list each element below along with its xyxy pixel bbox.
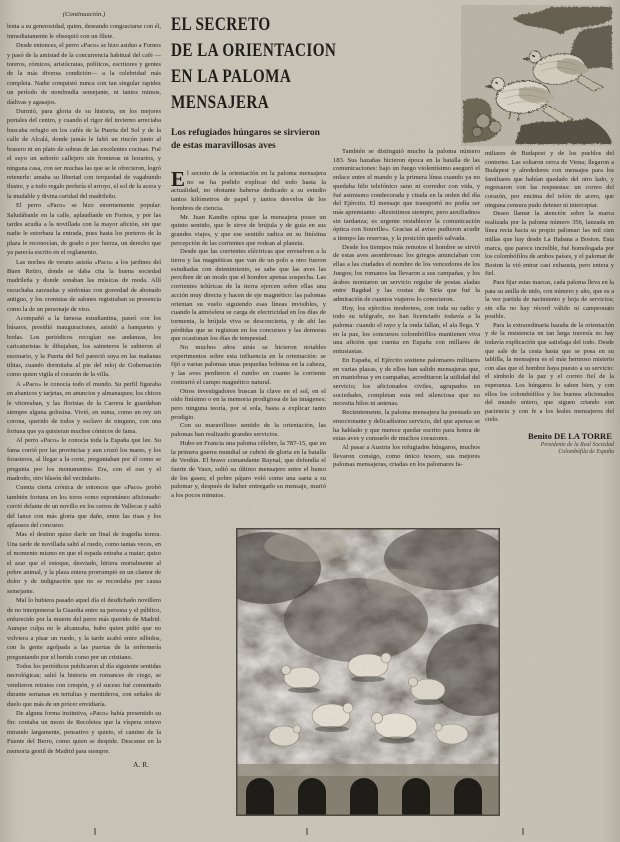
article-column-1 bbox=[171, 170, 326, 526]
credit-line: Presidente de la Real Sociedad bbox=[540, 441, 614, 448]
column-3-paragraphs bbox=[485, 150, 614, 425]
registration-mark bbox=[94, 828, 96, 835]
paragraph: Con su maravilloso sentido de la orientación, las palomas han realizado grandes servicios. bbox=[171, 422, 326, 439]
article-column-2 bbox=[333, 148, 480, 526]
paragraph: El secreto de la orientación en la paloma mensajera no se ha podido explicar del todo hasta la actualidad, no obstante haberse dedicado a su estudio tantos kilómetros de papel y tantos desvelos de los hombres de ciencia. bbox=[171, 170, 326, 212]
paragraph: Las noches de verano asistía «Paco» a los jardines del Buen Retiro, donde se daba cita la buena sociedad madrileña y donde sonaban las músicas de moda. Allí escuchaba zarzuelas y sinfonías con gravedad de abonado antiguo, y los cronistas de salones registraban su presencia como la de un personaje de viso. bbox=[7, 258, 161, 313]
paragraph: El perro «Paco» se hizo enormemente popular. Saludábanle en la calle, aplaudíanle en Fornos, y por las tardes acudía a la novillada con la mayor afición, sin que nadie le estorbara la entrada, pues hasta los porteros de la plaza le reconocían, de grado o por fuerza, un derecho que ya parecía escrito en el reglamento. bbox=[7, 202, 161, 257]
article-column-3 bbox=[485, 150, 614, 522]
paragraph: Recientemente, la paloma mensajera ha prestado un emocionante y delicadísimo servicio, del que apenas se ha hablado y que merece quedar escrito para honra de estas aves y consuelo de muchos corazones. bbox=[333, 409, 480, 443]
paragraph: Acompañó a la famosa estudiantina, paseó con los húsares, presidió inauguraciones, asistió a banquetes y bodas. Los periódicos recogían sus andanzas, los caricaturistas le dibujaban, los saineteros le subieron al escenario, y la Puerta del Sol pareció suya en las mañanas tibias, cuando dormitaba al pie del reloj de Gobernación como quien vigila el corazón de la villa. bbox=[7, 315, 161, 379]
paragraph: Durmió, para gloria de su historia, en los mejores portales del centro, y cuando el rigor del invierno arreciaba buscaba refugio en los cafés de la Puerta del Sol y de la calle de Alcalá, donde jamás le faltó un rincón junto al brasero ni un plato de sobras de las excelentes cocinas. Fué el suyo un señorío callejero sin fronteras ni horarios, y ninguna casa, con ser muchas las que se le ofrecieron, logró retenerle: amaba su libertad con terquedad de vagabundo ilustre, y a todo regalo prefería el arroyo, el sol de la acera y la mudable y divina caridad del madrileño. bbox=[7, 108, 161, 200]
title-line: MENSAJERA bbox=[171, 92, 270, 113]
paragraph: Desde que las corrientes eléctricas que envuelven a la tierra y las magnéticas que van de un polo a otro fueron estudiadas con detenimiento, se sabe que las aves las perciben de un modo que el hombre apenas sospecha. Las corrientes telúricas de la tierra ejercen sobre ellas una acción muy directa y hacen de eje magnético: las palomas orientan su vuelo siguiendo esas líneas invisibles, y cuando la atmósfera se carga de electricidad en los días de tormenta, la brújula viva se desconcierta, y de ahí las pérdidas que se registran en los concursos y las demoras que ocasionan los días de tempestad. bbox=[171, 248, 326, 343]
paragraph: Mr. Juan Kandin opina que la mensajera posee un quinto sentido, que le sirve de brújula y de guía en sus grandes viajes, y que ese sentido radica en su finísima percepción de las corrientes que rodean al planeta. bbox=[171, 213, 326, 247]
paragraph: Hoy, los ejércitos modernos, con toda su radio y todo su telégrafo, no han licenciado todavía a la paloma: cuando el rayo y la onda fallan, el ala llega. Y en la paz, los concursos colombófilos mantienen viva una afición que cuenta en España con millares de entusiastas. bbox=[333, 304, 480, 356]
pigeons-photo-image bbox=[236, 528, 500, 816]
paragraph: Hubo en Francia una paloma célebre, la 787-15, que en la primera guerra mundial se cubrió de gloria en la batalla de Verdún. El bravo comandante Raynal, que defendía el fuerte de Vaux, soltó su último mensajero entre el humo de los gases; el pobre pájaro voló como una saeta a su palomar y, después de haber entregado su mensaje, murió a los pocos minutos. bbox=[171, 439, 326, 500]
credit-line: Colombófila de España bbox=[558, 449, 614, 455]
paragraph: A «Paco» le conocía todo el mundo. Su perfil figuraba en abanicos y tarjetas, en anuncios y almanaques; los chicos le vitoreaban, y las floristas de la Carrera le guardaban siempre alguna golosina. Vivió, en suma, como un rey sin corona, querido de todos y esclavo de ninguno, con una fortuna que ya quisieran muchos cómicos de fama. bbox=[7, 380, 161, 435]
signature-name: Benito DE LA TORRE bbox=[528, 431, 612, 441]
paragraph: Otros investigadores buscan la clave en el sol, en el oído finísimo o en la memoria prodigiosa de las imágenes; pero ninguna teoría, por sí sola, basta a explicar tanto prodigio. bbox=[171, 387, 326, 421]
paragraph: Al perro «Paco» le conocía toda la España que lee. Su fama corrió por las provincias y aun cruzó los mares, y los forasteros, al llegar a la corte, preguntaban por él como se pregunta por los monumentos. Era, con el oso y el madroño, otro blasón del vecindario. bbox=[7, 437, 161, 482]
paragraph: Mas el destino quiso darle un final de tragedia torera. Una tarde de novillada saltó al ruedo, como tantas veces, en el momento mismo en que el espada entraba a matar; quiso el azar que el estoque, desviado, hiriera mortalmente al pobre animal, y la plaza entera prorrumpió en un clamor de dolor y de indignación que no se recordaba por causa semejante. bbox=[7, 531, 161, 595]
pigeons-engraving bbox=[461, 5, 614, 146]
signature-credit bbox=[485, 442, 614, 457]
paragraph: De alguna forma instintiva, «Paco» había presentido su fin: contaba un mozo de Recoletos que la víspera estuvo mirando largamente, pensativo y quieto, el camino de la Fuente del Berro, como quien se despide. Descanse en la memoria gentil de Madrid para siempre. bbox=[7, 710, 161, 755]
paragraph: Para fijar estas marcas, cada paloma lleva en la pata su anilla de nido, con número y año, que es a la vez partida de nacimiento y hoja de servicios; sin ella no hay récord válido ni campeonato posible. bbox=[485, 278, 614, 321]
paragraph: Deseo llamar la atención sobre la marca realizada por la paloma número 356, lanzada en línea recta hacia su propio palomar: las mil cien millas que hay desde La Habana a Boston. Esta marca, que parece increíble, fué homologada por los colombófilos de ambos países, y el palomar de Boston la vió entrar casi exhausta, pero entera y fiel. bbox=[485, 210, 614, 278]
paragraph: Todos los periódicos publicaron al día siguiente sentidas necrológicas; salió la historia en romances de ciego, se vendieron retratos con crespón, y el suceso fué comentado durante semanas en tertulias y mentideros, con señales de duelo que más de un prócer envidiaría. bbox=[7, 663, 161, 708]
paragraph: También se distinguió mucho la paloma número 183. Sus hazañas hicieron época en la batalla de las comunicaciones: bajo un fuego violentísimo aseguró el enlace entre el mando y la primera línea cuando ya no quedaba hilo telefónico sano ni corredor con vida, y fué asimismo condecorada y citada en la orden del día del Ejército. El mensaje que transportó no podía ser más apremiante: «Resistimos siempre, pero auxiliadnos sin tardanza; es urgente restablecer la comunicación óptica con Souville». Gracias al aviso pudieron acudir a tiempo las reservas, y la posición quedó salvada. bbox=[333, 148, 480, 243]
paragraph: lenta a su generosidad, quien, deseando congraciarse con él, inmediatamente le obsequió con un filete. bbox=[7, 23, 161, 40]
title-line: EL SECRETO bbox=[171, 14, 271, 35]
registration-mark bbox=[522, 828, 524, 835]
left-column bbox=[7, 10, 161, 816]
paragraph: Al pasar a Austria los refugiados húngaros, muchos llevaron consigo, como único tesoro, sus mejores palomas mensajeras, criadas en los palomares fa- bbox=[333, 443, 480, 469]
left-column-paragraphs bbox=[7, 22, 161, 756]
pigeons-photo bbox=[236, 528, 500, 816]
paragraph: Cuenta cierta crónica de entonces que «Paco» probó también fortuna en los toros como espontáneo aficionado: corrió delante de un novillo en los cerros de Vallecas y salió del lance con más gloria que daño, entre las risas y los aplausos del concurso. bbox=[7, 484, 161, 529]
pigeons-engraving-image bbox=[461, 5, 614, 146]
paragraph: En España, el Ejército sostiene palomares militares en varias plazas, y de ellos han salido mensajeras que, en maniobras y en campañas, acreditaron la utilidad del servicio; los aficionados civiles, agrupados en sociedades, completan esta red silenciosa que no necesita hilos ni antenas. bbox=[333, 356, 480, 408]
paragraph: Para la extraordinaria hazaña de la orientación y de la resistencia en tan larga travesía no hay todavía explicación que satisfaga del todo. Desde que sale de la cesta hasta que se posa en su tablilla, la mensajera es el más hermoso misterio con alas que el hombre haya puesto a su servicio: el símbolo de la paz y el correo fiel de la esperanza. Los húngaros lo saben bien, y con ellos los colombófilos y los buenos aficionados del mundo entero, que siguen criando con paciencia y con fe a los leales mensajeros del cielo. bbox=[485, 321, 614, 424]
registration-mark bbox=[306, 828, 308, 835]
paragraph: Desde los tiempos más remotos el hombre se sirvió de estas aves asombrosas: los griegos anunciaban con ellas a las ciudades el nombre de los vencedores de los Juegos; los romanos las llevaron a sus campañas, y los árabes montaron un servicio regular de postas aladas entre Bagdad y las costas de Siria que fué la admiración de cuantos viajeros lo conocieron. bbox=[333, 243, 480, 303]
continuation-label: (Continuación.) bbox=[62, 11, 106, 18]
paragraph: miliares de Budapest y de los pueblos del contorno. Las soltaron cerca de Viena; llegaron a Budapest y alrededores con mensajes para los familiares que habían quedado del otro lado, y regresaron con las respuestas: un correo del corazón, por encima del telón de acero, que ninguna censura pudo detener ni interceptar. bbox=[485, 150, 614, 209]
article-title bbox=[171, 12, 337, 116]
author-initials: A. R. bbox=[132, 760, 149, 770]
title-line: DE LA ORIENTACION bbox=[171, 40, 337, 61]
paragraph: Mal lo hubiera pasado aquel día el desdichado novillero de no interponerse la Guardia entre su persona y el público, enfurecido por la muerte del perro más querido de Madrid. Aunque culpa no le alcanzaba, hubo quien pidió que no volviera a pisar un ruedo, y la tarde acabó entre silbidos, con la gente agolpada a las puertas de la enfermería preguntando por el herido como por un cristiano. bbox=[7, 597, 161, 661]
article-headline bbox=[171, 12, 337, 152]
paragraph: No muchos años atrás se hicieron notables experimentos sobre esta influencia en la orientación: se fijó a varias palomas unas pequeñas bobinas en la cabeza, y las aves perdieron el rumbo en cuanto la corriente contrarió el campo magnético natural. bbox=[171, 344, 326, 386]
paragraph: Desde entonces, el perro «Paco» se hizo asiduo a Fornos y pasó de la amistad de la concurrencia habitual del café —toreros, cómicos, aristócratas, políticos, escritores y gentes de la más diversa condición— a la celebridad más completa. Nadie conquistó nunca con tan singular rapidez un período de nombradía semejante, ni tantos mimos, dádivas y agasajos. bbox=[7, 42, 161, 106]
title-line: EN LA PALOMA bbox=[171, 66, 292, 87]
article-signature bbox=[485, 432, 614, 456]
article-subtitle: Los refugiados húngaros se sirvieron de estas maravillosas aves bbox=[171, 128, 320, 151]
